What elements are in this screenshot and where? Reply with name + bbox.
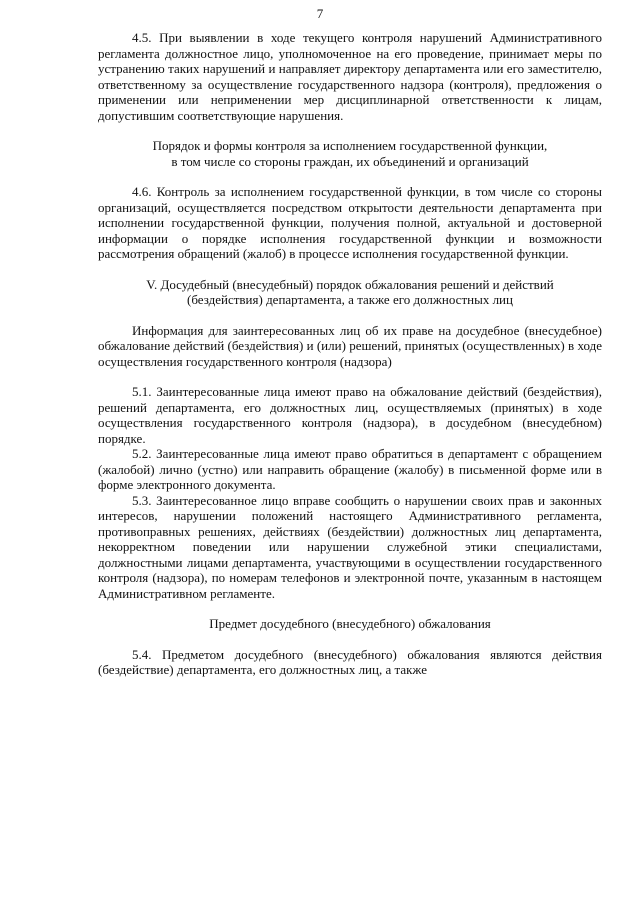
heading-control-line-2: в том числе со стороны граждан, их объединений и организаций	[171, 153, 529, 169]
paragraph-5-1: 5.1. Заинтересованные лица имеют право на обжалование действий (бездействия), решений департамента, его должностных лиц, осуществляемых (принятых) в ходе осуществления государственного контроля (надзора), в досудебном (внесудебном) порядке.	[98, 384, 602, 446]
heading-control-line-1: Порядок и формы контроля за исполнением государственной функции,	[152, 138, 548, 153]
paragraph-4-5: 4.5. При выявлении в ходе текущего контроля нарушений Административного регламента должностное лицо, уполномоченное на его проведение, принимает меры по устранению таких нарушений и направляет директору департамента или его заместителю, ответственному за осуществление государственного надзора (контроля), предложения о применении или неприменении мер дисциплинарной ответственности к лицам, допустившим соответствующие нарушения.	[98, 30, 602, 123]
paragraph-5-4: 5.4. Предметом досудебного (внесудебного) обжалования являются действия (бездействие) департамента, его должностных лиц, а также	[98, 646, 602, 677]
paragraph-5-3: 5.3. Заинтересованное лицо вправе сообщить о нарушении своих прав и законных интересов, нарушении положений настоящего Административного регламента, противоправных решениях, действиях (бездействии) должностных лиц департамента, некорректном поведении или нарушении служебной этики специалистами, должностными лицами департамента, участвующими в осуществлении государственного контроля (надзора), по номерам телефонов и электронной почте, указанным в настоящем Административном регламенте.	[98, 492, 602, 601]
paragraph-info: Информация для заинтересованных лиц об их праве на досудебное (внесудебное) обжалование действий (бездействия) и (или) решений, принятых (осуществленных) в ходе осуществления государственного контроля (надзора)	[98, 322, 602, 369]
heading-subject: Предмет досудебного (внесудебного) обжалования	[209, 616, 491, 631]
paragraph-5-2: 5.2. Заинтересованные лица имеют право обратиться в департамент с обращением (жалобой) лично (устно) или направить обращение (жалобу) в письменной форме или в форме электронного документа.	[98, 446, 602, 492]
paragraph-4-6: 4.6. Контроль за исполнением государственной функции, в том числе со стороны организаций, осуществляется посредством открытости деятельности департамента при исполнении государственной функции, получения полной, актуальной и достоверной информации о порядке исполнения государственной функции и возможности рассмотрения обращений (жалоб) в процессе исполнения государственной функции.	[98, 184, 602, 261]
document-body	[98, 30, 602, 678]
page-number: 7	[316, 6, 324, 21]
heading-section-v-line-1: V. Досудебный (внесудебный) порядок обжалования решений и действий	[146, 276, 554, 292]
heading-section-v-line-2: (бездействия) департамента, а также его должностных лиц	[187, 292, 513, 307]
